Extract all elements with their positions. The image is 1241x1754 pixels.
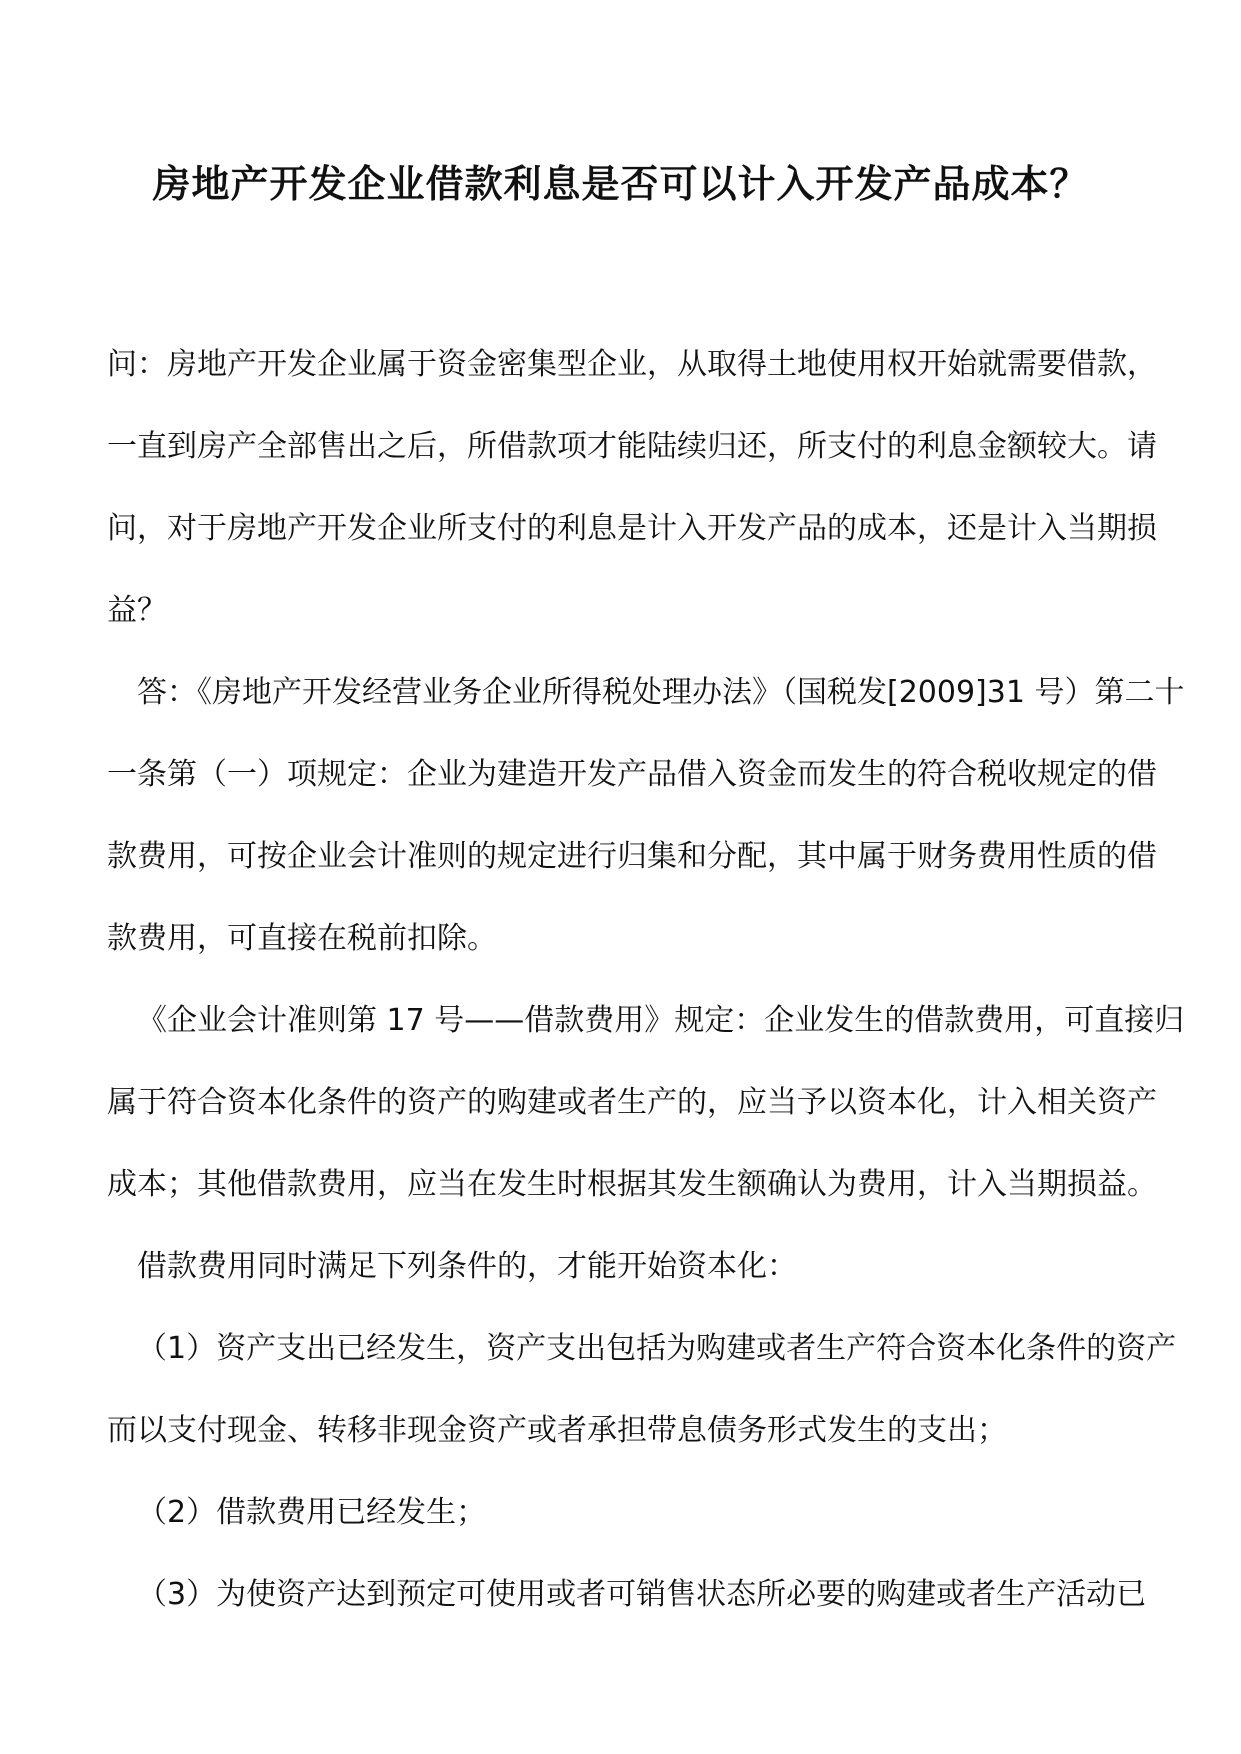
text-line-condition-3: （3）为使资产达到预定可使用或者可销售状态所必要的购建或者生产活动已 [137, 1577, 1147, 1612]
text-line-condition-2: （2）借款费用已经发生； [137, 1495, 487, 1530]
text-line-standard-2: 属于符合资本化条件的资产的购建或者生产的，应当予以资本化，计入相关资产 [107, 1085, 1157, 1120]
text-line-condition-1b: 而以支付现金、转移非现金资产或者承担带息债务形式发生的支出； [107, 1413, 1007, 1448]
document-title: 房地产开发企业借款利息是否可以计入开发产品成本？ [152, 161, 1089, 206]
text-line-question-4: 益？ [107, 593, 167, 628]
document-body [107, 345, 1185, 1657]
text-line-question-1: 问：房地产开发企业属于资金密集型企业，从取得土地使用权开始就需要借款， [107, 347, 1157, 382]
text-line-answer-2: 一条第（一）项规定：企业为建造开发产品借入资金而发生的符合税收规定的借 [107, 757, 1157, 792]
text-line-conditions-intro: 借款费用同时满足下列条件的，才能开始资本化： [137, 1249, 797, 1284]
text-line-answer-3: 款费用，可按企业会计准则的规定进行归集和分配，其中属于财务费用性质的借 [107, 839, 1157, 874]
text-line-answer-4: 款费用，可直接在税前扣除。 [107, 921, 497, 956]
text-line-standard-1: 《企业会计准则第 17 号——借款费用》规定：企业发生的借款费用，可直接归 [137, 1003, 1185, 1038]
text-line-question-2: 一直到房产全部售出之后，所借款项才能陆续归还，所支付的利息金额较大。请 [107, 429, 1157, 464]
text-line-answer-1: 答：《房地产开发经营业务企业所得税处理办法》（国税发[2009]31 号）第二十 [137, 675, 1185, 710]
text-line-standard-3: 成本；其他借款费用，应当在发生时根据其发生额确认为费用，计入当期损益。 [107, 1167, 1157, 1202]
text-line-question-3: 问，对于房地产开发企业所支付的利息是计入开发产品的成本，还是计入当期损 [107, 511, 1157, 546]
text-line-condition-1a: （1）资产支出已经发生，资产支出包括为购建或者生产符合资本化条件的资产 [137, 1331, 1177, 1366]
